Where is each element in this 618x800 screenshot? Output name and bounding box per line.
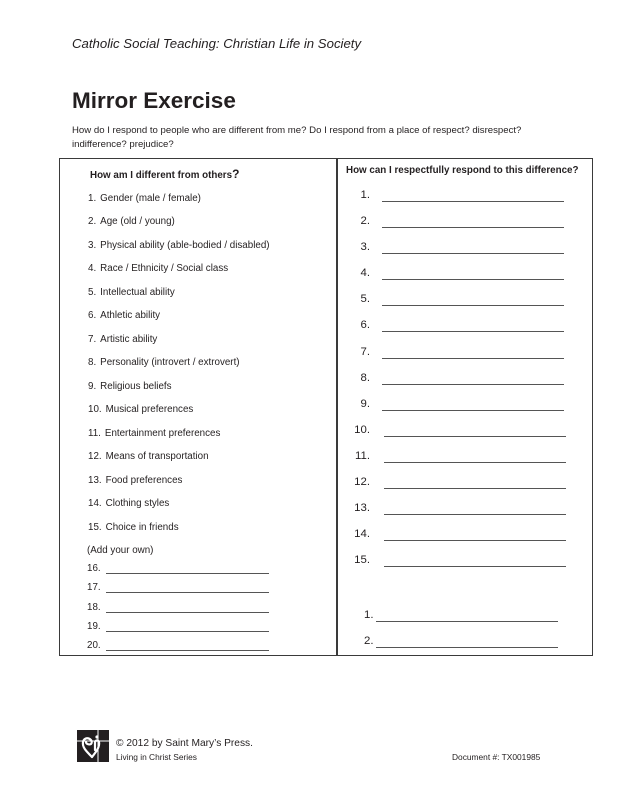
write-in-line[interactable] xyxy=(382,358,564,359)
custom-difference-field[interactable] xyxy=(87,640,287,654)
differences-heading-text: How am I different from others xyxy=(90,170,233,181)
difference-item xyxy=(88,451,209,462)
write-in-line[interactable] xyxy=(106,573,269,574)
response-field[interactable] xyxy=(338,267,588,283)
copyright-text: © 2012 by Saint Mary’s Press. xyxy=(116,738,253,749)
responses-heading: How can I respectfully respond to this difference? xyxy=(346,165,579,176)
intro-text: How do I respond to people who are different from me? Do I respond from a place of respect? disrespect? indifference? prejudice? xyxy=(72,125,522,150)
field-number: 17. xyxy=(87,582,101,593)
item-label: Athletic ability xyxy=(100,310,161,321)
response-field[interactable] xyxy=(338,189,588,205)
write-in-line[interactable] xyxy=(382,201,564,202)
response-field[interactable] xyxy=(338,215,588,231)
differences-column xyxy=(60,159,336,655)
field-number: 1. xyxy=(364,609,374,621)
response-field[interactable] xyxy=(338,424,588,440)
response-field[interactable] xyxy=(338,398,588,414)
response-field[interactable] xyxy=(338,450,588,466)
write-in-line[interactable] xyxy=(106,592,269,593)
field-number: 2. xyxy=(360,215,370,227)
extra-response-field[interactable] xyxy=(338,609,588,625)
field-number: 16. xyxy=(87,563,101,574)
item-label: Means of transportation xyxy=(105,451,209,462)
responses-column xyxy=(338,159,592,655)
write-in-line[interactable] xyxy=(106,650,269,651)
item-label: Food preferences xyxy=(105,475,183,486)
item-number: 6. xyxy=(88,310,97,321)
custom-difference-field[interactable] xyxy=(87,563,287,577)
field-number: 5. xyxy=(360,293,370,305)
response-field[interactable] xyxy=(338,293,588,309)
difference-item xyxy=(88,381,172,392)
write-in-line[interactable] xyxy=(382,305,564,306)
response-field[interactable] xyxy=(338,502,588,518)
response-field[interactable] xyxy=(338,346,588,362)
difference-item xyxy=(88,310,160,321)
response-field[interactable] xyxy=(338,476,588,492)
field-number: 6. xyxy=(360,319,370,331)
difference-item xyxy=(88,522,179,533)
response-field[interactable] xyxy=(338,372,588,388)
field-number: 18. xyxy=(87,602,101,613)
field-number: 8. xyxy=(360,372,370,384)
write-in-line[interactable] xyxy=(384,436,566,437)
write-in-line[interactable] xyxy=(376,621,558,622)
item-number: 5. xyxy=(88,287,97,298)
write-in-line[interactable] xyxy=(384,488,566,489)
item-number: 13. xyxy=(88,475,102,486)
custom-difference-field[interactable] xyxy=(87,621,287,635)
custom-difference-field[interactable] xyxy=(87,582,287,596)
write-in-line[interactable] xyxy=(106,612,269,613)
item-number: 12. xyxy=(88,451,102,462)
field-number: 1. xyxy=(360,189,370,201)
field-number: 19. xyxy=(87,621,101,632)
item-number: 2. xyxy=(88,216,97,227)
response-field[interactable] xyxy=(338,241,588,257)
item-label: Physical ability (able-bodied / disabled) xyxy=(100,240,270,251)
item-number: 7. xyxy=(88,334,97,345)
response-field[interactable] xyxy=(338,554,588,570)
field-number: 14. xyxy=(354,528,370,540)
document-number: Document #: TX001985 xyxy=(452,752,541,762)
item-label: Age (old / young) xyxy=(100,216,175,227)
difference-item xyxy=(88,357,240,368)
difference-item xyxy=(88,240,270,251)
item-number: 3. xyxy=(88,240,97,251)
item-label: Musical preferences xyxy=(105,404,194,415)
difference-item xyxy=(88,216,175,227)
item-number: 11. xyxy=(88,428,101,439)
field-number: 10. xyxy=(354,424,370,436)
difference-item xyxy=(88,334,157,345)
add-your-own-label: (Add your own) xyxy=(87,545,154,556)
field-number: 7. xyxy=(360,346,370,358)
item-number: 10. xyxy=(88,404,102,415)
item-label: Personality (introvert / extrovert) xyxy=(100,357,240,368)
write-in-line[interactable] xyxy=(384,566,566,567)
item-label: Religious beliefs xyxy=(100,381,172,392)
field-number: 4. xyxy=(360,267,370,279)
write-in-line[interactable] xyxy=(384,462,566,463)
difference-item xyxy=(88,263,228,274)
field-number: 2. xyxy=(364,635,374,647)
write-in-line[interactable] xyxy=(106,631,269,632)
item-label: Entertainment preferences xyxy=(104,428,221,439)
differences-heading xyxy=(90,167,239,181)
heart-logo-icon xyxy=(77,730,109,762)
field-number: 12. xyxy=(354,476,370,488)
worksheet-table xyxy=(59,158,593,656)
item-number: 8. xyxy=(88,357,97,368)
write-in-line[interactable] xyxy=(382,384,564,385)
series-title: Catholic Social Teaching: Christian Life in Society xyxy=(72,36,362,51)
write-in-line[interactable] xyxy=(382,253,564,254)
field-number: 9. xyxy=(360,398,370,410)
difference-item xyxy=(88,404,193,415)
response-field[interactable] xyxy=(338,319,588,335)
saint-marys-press-logo-icon xyxy=(77,730,109,762)
item-number: 14. xyxy=(88,498,102,509)
response-field[interactable] xyxy=(338,528,588,544)
write-in-line[interactable] xyxy=(382,410,564,411)
item-label: Gender (male / female) xyxy=(100,193,201,204)
custom-difference-field[interactable] xyxy=(87,602,287,616)
item-number: 15. xyxy=(88,522,102,533)
write-in-line[interactable] xyxy=(376,647,558,648)
difference-item xyxy=(88,475,182,486)
item-label: Clothing styles xyxy=(105,498,170,509)
write-in-line[interactable] xyxy=(384,540,566,541)
difference-item xyxy=(88,287,175,298)
difference-item xyxy=(88,428,220,439)
field-number: 3. xyxy=(360,241,370,253)
item-label: Intellectual ability xyxy=(100,287,175,298)
item-label: Choice in friends xyxy=(105,522,179,533)
difference-item xyxy=(88,193,201,204)
field-number: 20. xyxy=(87,640,101,651)
field-number: 11. xyxy=(355,450,370,462)
write-in-line[interactable] xyxy=(384,514,566,515)
write-in-line[interactable] xyxy=(382,279,564,280)
write-in-line[interactable] xyxy=(382,331,564,332)
question-mark: ? xyxy=(232,167,240,181)
item-number: 9. xyxy=(88,381,97,392)
series-name: Living in Christ Series xyxy=(116,752,197,762)
extra-response-field[interactable] xyxy=(338,635,588,651)
item-label: Artistic ability xyxy=(100,334,158,345)
difference-item xyxy=(88,498,169,509)
write-in-line[interactable] xyxy=(382,227,564,228)
item-number: 1. xyxy=(88,193,97,204)
item-number: 4. xyxy=(88,263,97,274)
field-number: 13. xyxy=(354,502,370,514)
item-label: Race / Ethnicity / Social class xyxy=(100,263,229,274)
field-number: 15. xyxy=(354,554,370,566)
page-title: Mirror Exercise xyxy=(72,88,236,113)
